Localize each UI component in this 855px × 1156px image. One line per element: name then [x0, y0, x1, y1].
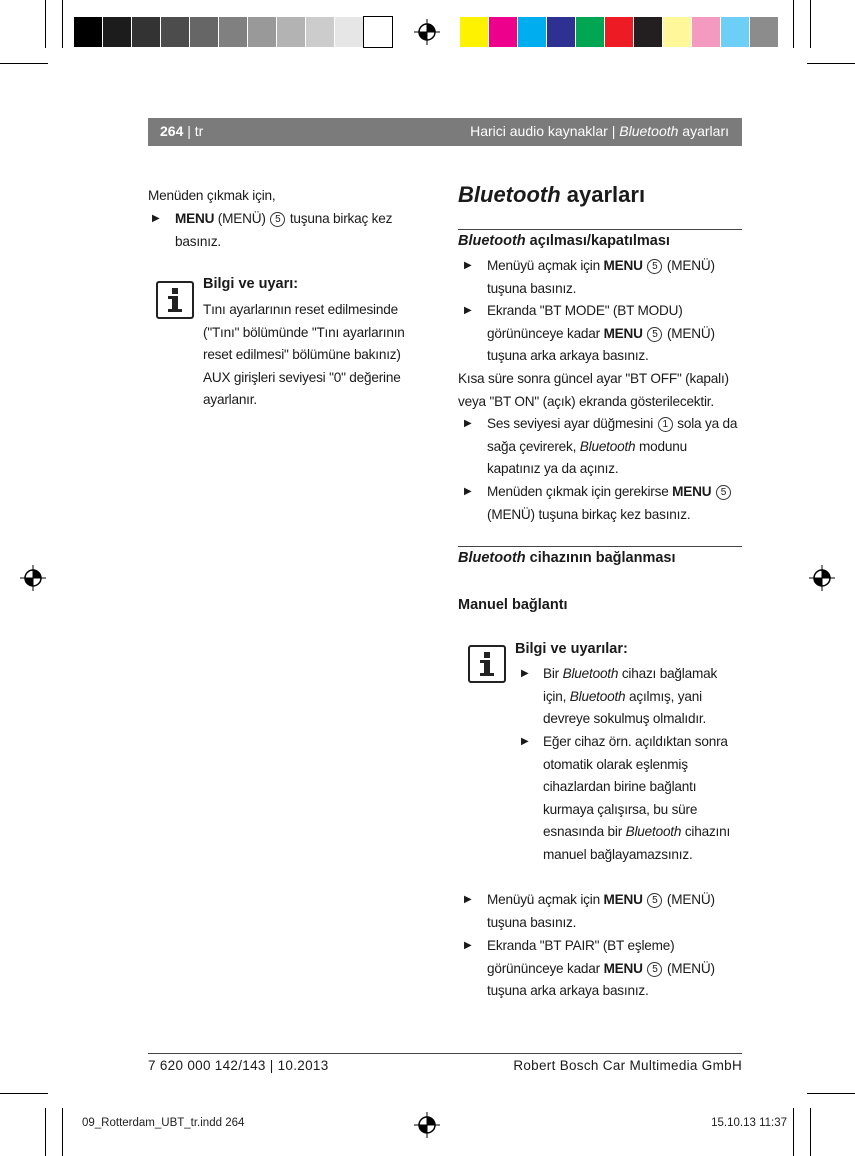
page-header-bar: [148, 118, 742, 146]
info-title: Bilgi ve uyarılar:: [515, 641, 628, 657]
bullet-icon: ▶: [464, 940, 472, 951]
color-swatch: [364, 17, 392, 47]
slug-date: 15.10.13 11:37: [711, 1117, 787, 1129]
footer-rule: [148, 1053, 742, 1054]
crop-mark: [807, 1093, 855, 1094]
subheading-connect: Bluetooth cihazının bağlanması: [458, 550, 676, 566]
color-swatch: [460, 17, 488, 47]
bullet-icon: ▶: [464, 894, 472, 905]
step-open-menu-2: Menüyü açmak için MENU 5 (MENÜ) tuşuna basınız.: [487, 892, 715, 930]
crop-mark: [793, 1108, 794, 1156]
color-swatch: [161, 17, 189, 47]
crop-mark: [45, 1108, 46, 1156]
footer-company: Robert Bosch Car Multimedia GmbH: [513, 1058, 742, 1073]
step-open-menu: Menüyü açmak için MENU 5 (MENÜ) tuşuna basınız.: [487, 258, 715, 296]
section-title: Harici audio kaynaklar | Bluetooth ayarları: [470, 123, 729, 139]
step-exit-menu: Menüden çıkmak için gerekirse MENU 5 (MENÜ) tuşuna birkaç kez basınız.: [487, 481, 747, 526]
registration-mark-icon: [414, 19, 440, 45]
color-swatch: [663, 17, 691, 47]
color-swatch: [190, 17, 218, 47]
crop-mark: [793, 0, 794, 48]
page-number: 264 | tr: [160, 123, 204, 139]
key-5-icon: 5: [716, 485, 731, 500]
color-swatch: [750, 17, 778, 47]
key-1-icon: 1: [658, 417, 673, 432]
color-swatch: [306, 17, 334, 47]
bullet-icon: ▶: [464, 305, 472, 316]
color-swatch: [605, 17, 633, 47]
color-swatch: [518, 17, 546, 47]
crop-mark: [45, 0, 46, 48]
exit-step: MENU (MENÜ) 5 tuşuna birkaç kez basınız.: [175, 211, 393, 249]
crop-mark: [810, 0, 811, 48]
step-bt-mode: Ekranda "BT MODE" (BT MODU) görününceye kadar MENU 5 (MENÜ) tuşuna arka arkaya basınız.: [487, 303, 715, 363]
subheading-manual: Manuel bağlantı: [458, 597, 568, 613]
color-swatch: [634, 17, 662, 47]
subheading-toggle: Bluetooth açılması/kapatılması: [458, 233, 670, 249]
color-swatch: [103, 17, 131, 47]
color-swatch: [219, 17, 247, 47]
key-5-icon: 5: [270, 212, 285, 227]
color-swatch: [721, 17, 749, 47]
bt-status-note: Kısa süre sonra güncel ayar "BT OFF" (kapalı) veya "BT ON" (açık) ekranda gösterilecektir.: [458, 371, 729, 409]
divider: [458, 546, 742, 547]
info-item: Bir Bluetooth cihazı bağlamak için, Bluetooth açılmış, yani devreye sokulmuş olmalıdır.: [543, 666, 718, 726]
bullet-icon: ▶: [464, 418, 472, 429]
slug-file: 09_Rotterdam_UBT_tr.indd 264: [82, 1117, 245, 1129]
crop-mark: [62, 1108, 63, 1156]
key-5-icon: 5: [647, 327, 662, 342]
crop-mark: [807, 63, 855, 64]
color-swatch: [489, 17, 517, 47]
color-swatch: [248, 17, 276, 47]
color-swatch: [74, 17, 102, 47]
registration-mark-icon: [414, 1112, 440, 1138]
bullet-icon: ▶: [464, 486, 472, 497]
color-swatch: [335, 17, 363, 47]
info-body: Tını ayarlarının reset edilmesinde ("Tını" bölümünde "Tını ayarlarının reset edilmesi" bölümüne bakınız) AUX girişleri seviyesi "0" değerine ayarlanır.: [203, 302, 405, 407]
color-swatch: [277, 17, 305, 47]
footer-doc-number: 7 620 000 142/143 | 10.2013: [148, 1058, 329, 1073]
step-bt-pair: Ekranda "BT PAIR" (BT eşleme) görününceye kadar MENU 5 (MENÜ) tuşuna arka arkaya basınız.: [487, 938, 715, 998]
color-swatch: [547, 17, 575, 47]
color-swatch: [132, 17, 160, 47]
key-5-icon: 5: [647, 893, 662, 908]
exit-intro: Menüden çıkmak için,: [148, 188, 276, 203]
bullet-icon: ▶: [152, 213, 160, 224]
key-5-icon: 5: [647, 259, 662, 274]
bullet-icon: ▶: [464, 260, 472, 271]
info-icon: [468, 645, 506, 683]
info-title: Bilgi ve uyarı:: [203, 276, 299, 292]
divider: [458, 229, 742, 230]
info-item: Eğer cihaz örn. açıldıktan sonra otomatik olarak eşlenmiş cihazlardan birine bağlantı kurmaya çalışırsa, bu süre esnasında bir Bluetooth cihazını manuel bağlayamazsınız.: [543, 734, 731, 862]
crop-mark: [810, 1108, 811, 1156]
color-swatch: [576, 17, 604, 47]
crop-mark: [62, 0, 63, 48]
bullet-icon: ▶: [521, 668, 529, 679]
step-volume-knob: Ses seviyesi ayar düğmesini 1 sola ya da sağa çevirerek, Bluetooth modunu kapatınız ya da açınız.: [487, 416, 738, 476]
key-5-icon: 5: [647, 962, 662, 977]
registration-mark-icon: [809, 565, 835, 591]
color-swatch: [692, 17, 720, 47]
crop-mark: [0, 1093, 48, 1094]
crop-mark: [0, 63, 48, 64]
registration-mark-icon: [20, 565, 46, 591]
info-icon: [156, 281, 194, 319]
bullet-icon: ▶: [521, 736, 529, 747]
page-title: Bluetooth ayarları: [458, 182, 646, 207]
